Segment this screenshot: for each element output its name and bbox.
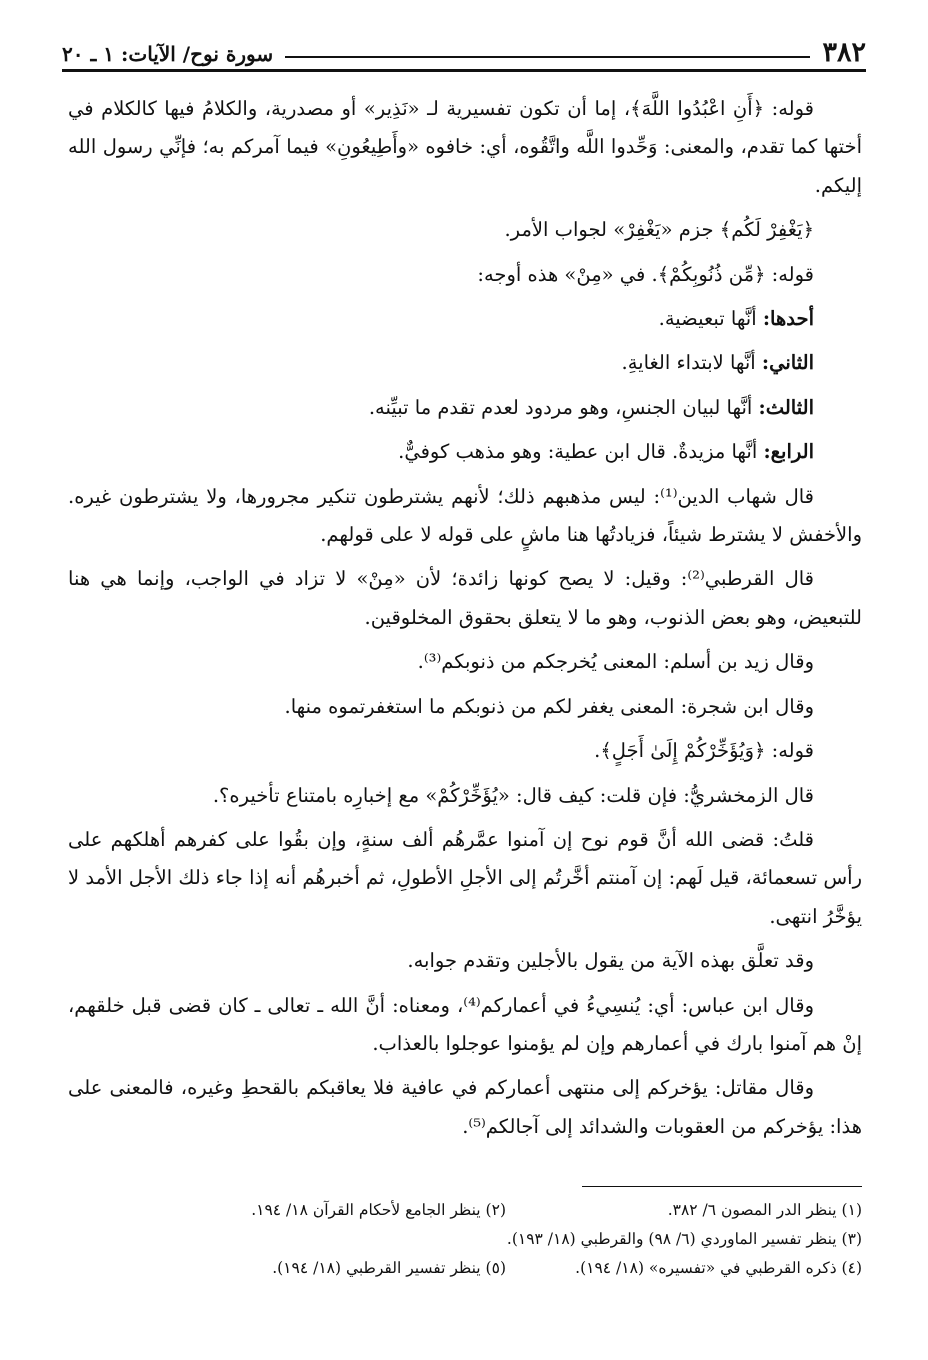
footnote-row xyxy=(68,1254,862,1283)
header-divider xyxy=(285,56,810,58)
main-text xyxy=(68,90,862,1146)
paragraph: وقال ابن عباس: أي: يُنسِيءُ في أعماركم⁽⁴⁾، ومعناه: أنَّ الله ـ تعالى ـ كان قضى قبل خلقهم، إنْ هم آمنوا بارك في أعمارهم وإن لم يؤمنوا عوجلوا بالعذاب. xyxy=(68,993,862,1055)
paragraph: وقال مقاتل: يؤخركم إلى منتهى أعماركم في عافية فلا يعاقبكم بالقحطِ وغيره، فالمعنى على هذا: يؤخركم من العقوبات والشدائد إلى آجالكم⁽⁵⁾. xyxy=(68,1076,862,1138)
paragraph: وقد تعلَّق بهذه الآية من يقول بالأجلين وتقدم جوابه. xyxy=(407,949,814,973)
paragraph-label: الثالث: xyxy=(758,395,814,419)
paragraph xyxy=(68,389,862,427)
paragraph: قال القرطبي⁽²⁾: وقيل: لا يصح كونها زائدة؛ لأن «مِنْ» لا تزاد في الواجب، وإنما هي هنا للتبعيض، وهو بعض الذنوب، وهو ما لا يتعلق بحقوق المخلوقين. xyxy=(68,567,862,629)
paragraph: قوله: ﴿أَنِ اعْبُدُوا اللَّهَ﴾، إما أن تكون تفسيرية لـ «نَذِير» أو مصدرية، والكلامُ فيها كالكلام في أختها كما تقدم، والمعنى: وَحِّدوا اللَّه واتَّقُوه، أي: خافوه «وأَطِيعُونِ» فيما آمركم به؛ فإنِّي رسول الله إليكم. xyxy=(68,97,862,197)
paragraph-label: أحدها: xyxy=(762,307,814,331)
paragraph: قال الزمخشريُّ: فإن قلت: كيف قال: «يُؤَخِّرْكُمْ» مع إخبارِه بامتناع تأخيره؟. xyxy=(212,783,814,807)
paragraph: قوله: ﴿مِّن ذُنُوبِكُمْ﴾. في «مِنْ» هذه أوجه: xyxy=(477,262,814,286)
paragraph-body: أنَّها لبيان الجنسِ، وهو مردود لعدم تقدم ما تبيِّنه. xyxy=(368,395,759,419)
paragraph: ﴿يَغْفِرْ لَكُم﴾ جزم «يَغْفِرْ» لجواب الأمر. xyxy=(504,218,814,242)
paragraph: قلتُ: قضى الله أنَّ قوم نوح إن آمنوا عمَّرهُم ألف سنةٍ، وإن بقُوا على كفرهم أهلكهم على رأس تسعمائة، قيل لَهم: إن آمنتم أخَّرتُم إلى الأجلِ الأطولِ، ثم أخبرهُم أنه إذا جاء ذلك الأجل الأمد لا يؤخَّرُ انتهى. xyxy=(68,827,862,928)
footnote-divider xyxy=(582,1186,862,1187)
paragraph: قال شهاب الدين⁽¹⁾: ليس مذهبهم ذلك؛ لأنهم يشترطون تنكير مجرورها، ولا يشترطون غيره. والأخفش لا يشترط شيئاً، فزيادتُها هنا ماشٍ على قوله لا على قولهم. xyxy=(68,484,862,547)
paragraph xyxy=(68,433,862,471)
footnotes xyxy=(68,1196,862,1283)
footnote: (٥) ينظر تفسير القرطبي (١٨/ ١٩٤). xyxy=(272,1259,506,1277)
page-number: ٣٨٢ xyxy=(822,37,866,68)
header-rule xyxy=(62,69,866,72)
footnote: (٣) ينظر تفسير الماوردي (٦/ ٩٨) والقرطبي (١٨/ ١٩٣). xyxy=(506,1230,862,1248)
footnote: (١) ينظر الدر المصون ٦/ ٣٨٢. xyxy=(667,1201,862,1219)
paragraph xyxy=(68,344,862,382)
paragraph-body: أنَّها مزيدةٌ. قال ابن عطية: وهو مذهب كوفيٌّ. xyxy=(398,440,764,464)
footnote: (٤) ذكره القرطبي في «تفسيره» (١٨/ ١٩٤). xyxy=(575,1259,862,1277)
paragraph-label: الرابع: xyxy=(763,440,814,464)
paragraph-label: الثاني: xyxy=(761,351,814,375)
paragraph-body: أنَّها لابتداء الغايةِ. xyxy=(621,351,762,375)
paragraph: وقال ابن شجرة: المعنى يغفر لكم من ذنوبكم ما استغفرتموه منها. xyxy=(284,694,814,718)
footnote-row xyxy=(68,1225,862,1254)
paragraph: وقال زيد بن أسلم: المعنى يُخرجكم من ذنوبكم⁽³⁾. xyxy=(417,650,814,674)
paragraph xyxy=(68,300,862,338)
footnote-row xyxy=(68,1196,862,1225)
page-header xyxy=(62,22,866,70)
paragraph-body: أنَّها تبعيضية. xyxy=(658,307,763,331)
footnote: (٢) ينظر الجامع لأحكام القرآن ١٨/ ١٩٤. xyxy=(251,1201,506,1219)
running-title: سورة نوح/ الآيات: ١ ـ ٢٠ xyxy=(62,42,274,66)
paragraph: قوله: ﴿وَيُؤَخِّرْكُمْ إِلَىٰ أَجَلٍ﴾. xyxy=(594,739,814,763)
